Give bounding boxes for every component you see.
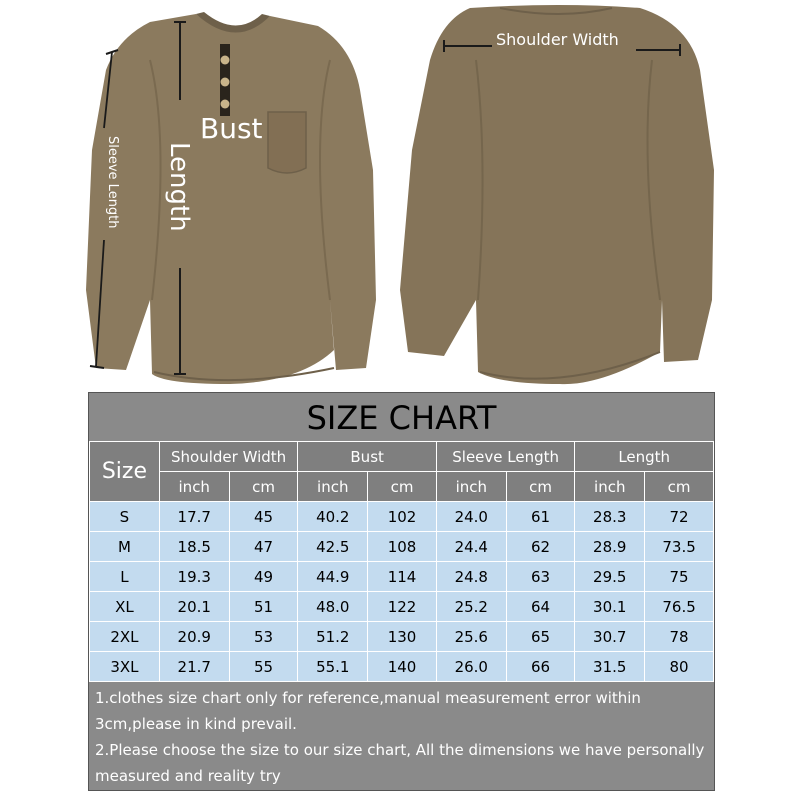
measurement-cell: 73.5: [645, 532, 714, 562]
unit-header: cm: [368, 472, 437, 502]
shoulder-width-label: Shoulder Width: [496, 30, 619, 49]
measurement-cell: 18.5: [159, 532, 229, 562]
measurement-cell: 102: [368, 502, 437, 532]
measurement-cell: 51.2: [298, 622, 368, 652]
measurement-cell: 24.0: [436, 502, 506, 532]
size-cell: L: [90, 562, 160, 592]
measurement-cell: 25.2: [436, 592, 506, 622]
measurement-cell: 63: [506, 562, 575, 592]
measurement-cell: 31.5: [575, 652, 645, 682]
measurement-cell: 53: [229, 622, 298, 652]
measurement-cell: 47: [229, 532, 298, 562]
measurement-cell: 24.4: [436, 532, 506, 562]
measurement-cell: 42.5: [298, 532, 368, 562]
measurement-cell: 122: [368, 592, 437, 622]
table-row: [90, 562, 714, 592]
size-cell: 2XL: [90, 622, 160, 652]
measurement-cell: 64: [506, 592, 575, 622]
size-cell: M: [90, 532, 160, 562]
size-table: [89, 441, 714, 682]
measurement-cell: 44.9: [298, 562, 368, 592]
measurement-cell: 72: [645, 502, 714, 532]
measurement-cell: 80: [645, 652, 714, 682]
table-row: [90, 652, 714, 682]
measurement-cell: 61: [506, 502, 575, 532]
shoulder-width-header: Shoulder Width: [159, 442, 298, 472]
unit-header: inch: [575, 472, 645, 502]
measurement-cell: 65: [506, 622, 575, 652]
measurement-cell: 28.3: [575, 502, 645, 532]
measurement-cell: 78: [645, 622, 714, 652]
size-chart: [88, 392, 715, 791]
measurement-cell: 25.6: [436, 622, 506, 652]
size-column-header: Size: [90, 442, 160, 502]
measurement-cell: 45: [229, 502, 298, 532]
measurement-cell: 17.7: [159, 502, 229, 532]
measurement-cell: 26.0: [436, 652, 506, 682]
measurement-cell: 62: [506, 532, 575, 562]
measurement-cell: 114: [368, 562, 437, 592]
measurement-cell: 108: [368, 532, 437, 562]
measurement-cell: 66: [506, 652, 575, 682]
measurement-cell: 55.1: [298, 652, 368, 682]
note-1: 1.clothes size chart only for reference,manual measurement error within 3cm,please in kind prevail.: [95, 689, 641, 733]
measurement-cell: 51: [229, 592, 298, 622]
table-row: [90, 502, 714, 532]
table-row: [90, 592, 714, 622]
size-cell: XL: [90, 592, 160, 622]
table-row: [90, 622, 714, 652]
measurement-cell: 49: [229, 562, 298, 592]
sleeve-length-label: Sleeve Length: [105, 136, 120, 229]
bust-header: Bust: [298, 442, 437, 472]
size-cell: S: [90, 502, 160, 532]
measurement-cell: 30.1: [575, 592, 645, 622]
unit-header: cm: [645, 472, 714, 502]
shirt-front-image: [86, 12, 376, 384]
unit-header: cm: [506, 472, 575, 502]
measurement-cell: 130: [368, 622, 437, 652]
group-header-row: [90, 442, 714, 472]
chart-title: SIZE CHART: [89, 393, 714, 442]
measurement-cell: 24.8: [436, 562, 506, 592]
product-photo: [0, 0, 800, 392]
length-label: Length: [164, 142, 194, 232]
size-rows: [90, 502, 714, 682]
sleeve-length-header: Sleeve Length: [436, 442, 574, 472]
unit-header: inch: [436, 472, 506, 502]
measurement-cell: 29.5: [575, 562, 645, 592]
bust-label: Bust: [200, 112, 263, 145]
measurement-cell: 48.0: [298, 592, 368, 622]
measurement-cell: 21.7: [159, 652, 229, 682]
measurement-cell: 40.2: [298, 502, 368, 532]
size-cell: 3XL: [90, 652, 160, 682]
measurement-cell: 76.5: [645, 592, 714, 622]
measurement-cell: 55: [229, 652, 298, 682]
measurement-cell: 30.7: [575, 622, 645, 652]
measurement-cell: 140: [368, 652, 437, 682]
measurement-cell: 20.9: [159, 622, 229, 652]
length-header: Length: [575, 442, 714, 472]
unit-header-row: [90, 472, 714, 502]
unit-header: inch: [298, 472, 368, 502]
measurement-cell: 20.1: [159, 592, 229, 622]
shirt-back-image: [400, 5, 714, 384]
notes: [89, 679, 714, 789]
unit-header: cm: [229, 472, 298, 502]
unit-header: inch: [159, 472, 229, 502]
measurement-cell: 28.9: [575, 532, 645, 562]
note-2: 2.Please choose the size to our size chart, All the dimensions we have personally measured and reality try: [95, 741, 705, 785]
table-row: [90, 532, 714, 562]
measurement-cell: 75: [645, 562, 714, 592]
measurement-cell: 19.3: [159, 562, 229, 592]
